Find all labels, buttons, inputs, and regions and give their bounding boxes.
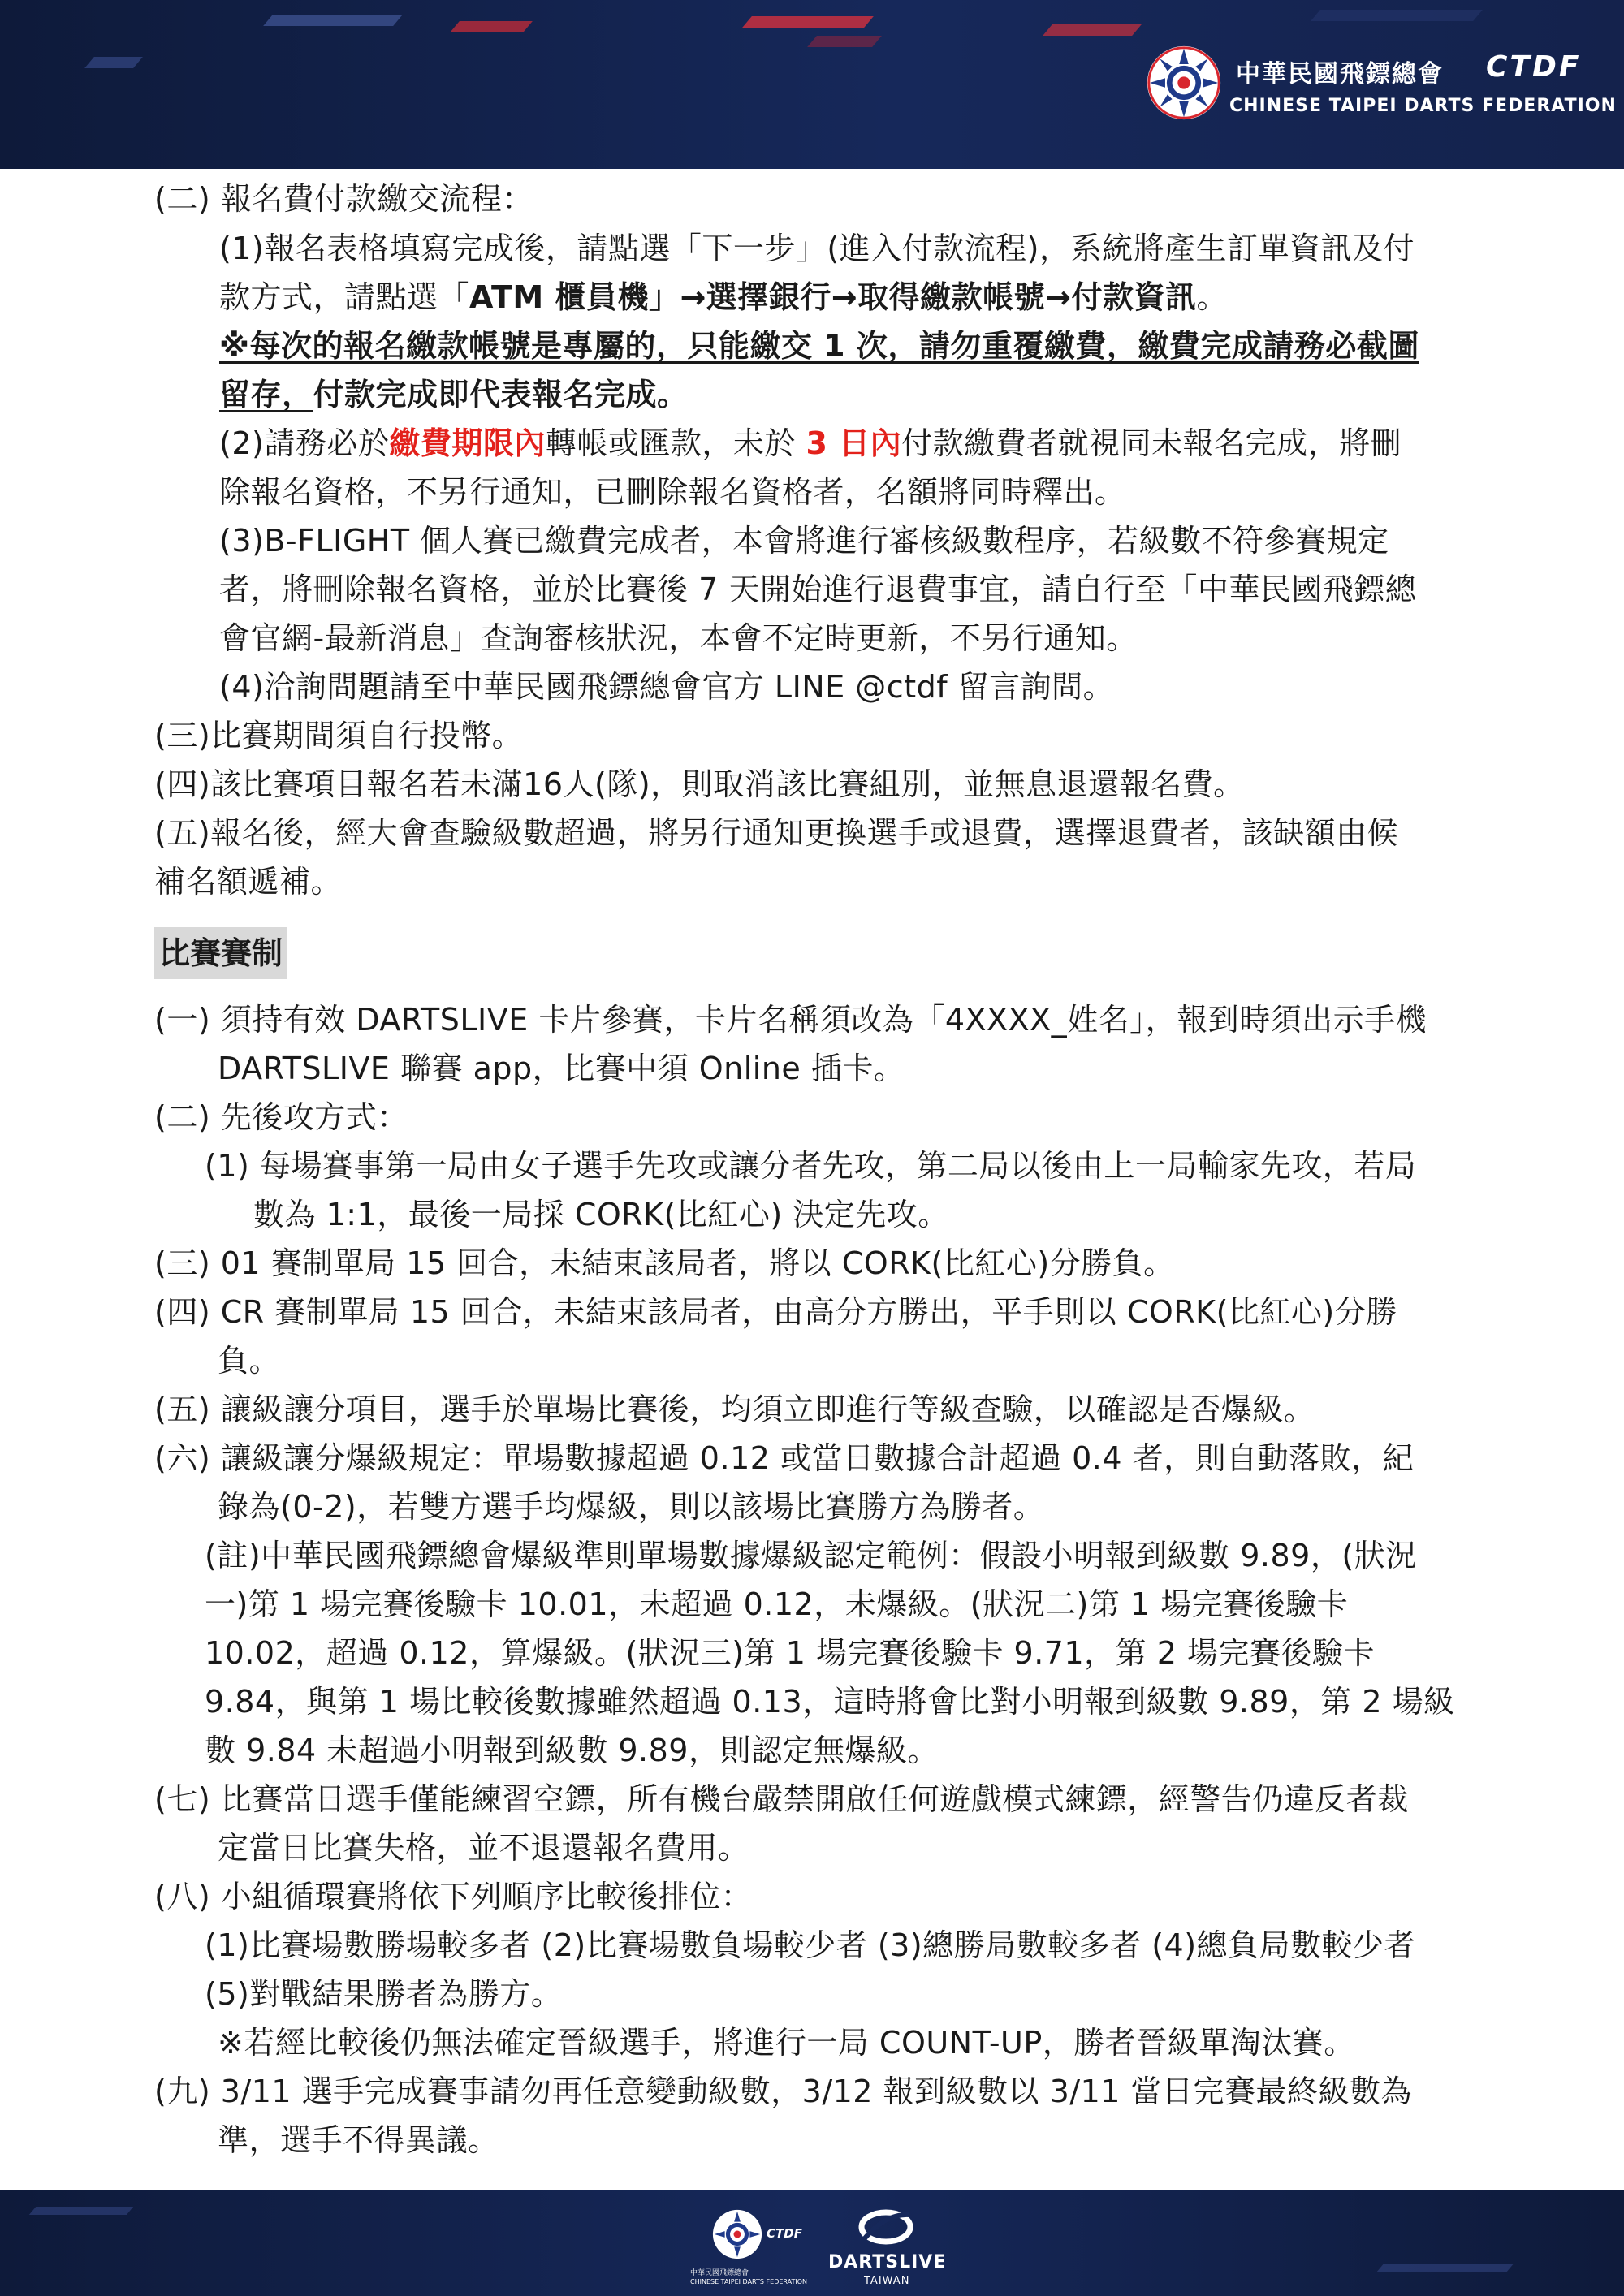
paragraph-line bbox=[219, 277, 1228, 317]
paragraph-line: 會官網-最新消息」查詢審核狀況，本會不定時更新，不另行通知。 bbox=[219, 620, 1138, 656]
atm-steps-text: ATM 櫃員機」→選擇銀行→取得繳款帳號→付款資訊 bbox=[469, 279, 1197, 315]
text-run: (2)請務必於 bbox=[219, 425, 390, 461]
note-item: (四)該比賽項目報名若未滿16人(隊)，則取消該比賽組別，並無息退還報名費。 bbox=[154, 766, 1245, 802]
rule-note: 9.84，與第 1 場比較後數據雖然超過 0.13，這時將會比對小明報到級數 9.89，第 2 場級 bbox=[205, 1684, 1455, 1720]
text-run: 留存， bbox=[219, 377, 313, 412]
dartslive-logo-icon bbox=[857, 2207, 914, 2247]
rule-item: (1) 每場賽事第一局由女子選手先攻或讓分者先攻，第二局以後由上一局輸家先攻，若局 bbox=[205, 1148, 1417, 1184]
org-name-zh: 中華民國飛鏢總會 bbox=[1236, 60, 1444, 88]
decor-stripe bbox=[1043, 24, 1142, 36]
dartslive-wordmark: DARTSLIVE bbox=[828, 2252, 947, 2272]
rule-item: (5)對戰結果勝者為勝方。 bbox=[205, 1976, 563, 2012]
rule-item: (八) 小組循環賽將依下列順序比較後排位： bbox=[154, 1879, 753, 1914]
rule-item: 錄為(0-2)，若雙方選手均爆級，則以該場比賽勝方為勝者。 bbox=[218, 1489, 1045, 1525]
ctdf-logo-icon bbox=[1145, 44, 1223, 122]
footer-org-zh: 中華民國飛鏢總會 bbox=[690, 2269, 749, 2277]
rule-note: 10.02，超過 0.12，算爆級。(狀況三)第 1 場完賽後驗卡 9.71，第 2 場完賽後驗卡 bbox=[205, 1635, 1375, 1671]
note-item: 補名額遞補。 bbox=[154, 864, 343, 900]
rule-item: 定當日比賽失格，並不退還報名費用。 bbox=[218, 1830, 749, 1866]
page-header bbox=[0, 0, 1624, 169]
paragraph-line: (4)洽詢問題請至中華民國飛鏢總會官方 LINE @ctdf 留言詢問。 bbox=[219, 669, 1115, 705]
rule-item: (四) CR 賽制單局 15 回合，未結束該局者，由高分方勝出，平手則以 CORK(比紅心)分勝 bbox=[154, 1294, 1397, 1330]
decor-stripe bbox=[742, 16, 874, 28]
text-run: 。 bbox=[1196, 279, 1228, 315]
decor-stripe bbox=[807, 36, 882, 47]
rule-item: ※若經比較後仍無法確定晉級選手，將進行一局 COUNT-UP，勝者晉級單淘汰賽。 bbox=[218, 2025, 1355, 2061]
paragraph-line bbox=[219, 423, 1402, 464]
note-item: (三)比賽期間須自行投幣。 bbox=[154, 718, 524, 753]
text-run: 付款完成即代表報名完成。 bbox=[313, 377, 689, 412]
section-heading: 比賽賽制 bbox=[154, 927, 287, 979]
rule-item: (二) 先後攻方式： bbox=[154, 1099, 408, 1135]
decor-stripe bbox=[1311, 10, 1483, 21]
rule-item: (五) 讓級讓分項目，選手於單場比賽後，均須立即進行等級查驗，以確認是否爆級。 bbox=[154, 1392, 1315, 1427]
decor-stripe bbox=[263, 15, 403, 26]
text-run: 款方式，請點選「 bbox=[219, 279, 470, 315]
note-item: (五)報名後，經大會查驗級數超過，將另行通知更換選手或退費，選擇退費者，該缺額由候 bbox=[154, 815, 1399, 851]
rule-item: 準，選手不得異議。 bbox=[218, 2122, 499, 2158]
footer-ctdf-abbr: CTDF bbox=[767, 2226, 802, 2241]
rule-item: (九) 3/11 選手完成賽事請勿再任意變動級數，3/12 報到級數以 3/11 當日完賽最終級數為 bbox=[154, 2074, 1413, 2109]
paragraph-line: (3)B-FLIGHT 個人賽已繳費完成者，本會將進行審核級數程序，若級數不符參賽規定 bbox=[219, 523, 1389, 559]
rule-item: (1)比賽場數勝場較多者 (2)比賽場數負場較少者 (3)總勝局數較多者 (4)總負局數較少者 bbox=[205, 1927, 1416, 1963]
org-name-en: CHINESE TAIPEI DARTS FEDERATION bbox=[1229, 96, 1617, 116]
decor-stripe bbox=[29, 2207, 133, 2215]
payment-title: (二) 報名費付款繳交流程： bbox=[154, 181, 533, 217]
paragraph-line: (1)報名表格填寫完成後，請點選「下一步」(進入付款流程)，系統將產生訂單資訊及付 bbox=[219, 231, 1415, 266]
dartslive-sub: TAIWAN bbox=[864, 2275, 910, 2287]
warning-line: ※每次的報名繳款帳號是專屬的，只能繳交 1 次，請勿重覆繳費，繳費完成請務必截圖 bbox=[219, 328, 1419, 364]
deadline-highlight: 繳費期限內 bbox=[389, 425, 546, 461]
decor-stripe bbox=[84, 57, 143, 68]
days-highlight: 3 日內 bbox=[806, 425, 902, 461]
rule-note: 一)第 1 場完賽後驗卡 10.01，未超過 0.12，未爆級。(狀況二)第 1 場完賽後驗卡 bbox=[205, 1586, 1349, 1622]
rule-item: (三) 01 賽制單局 15 回合，未結束該局者，將以 CORK(比紅心)分勝負。 bbox=[154, 1245, 1175, 1281]
page-footer bbox=[0, 2190, 1624, 2296]
rule-item: 數為 1:1，最後一局採 CORK(比紅心) 決定先攻。 bbox=[253, 1197, 949, 1232]
decor-stripe bbox=[1377, 2264, 1514, 2272]
paragraph-line: 除報名資格，不另行通知，已刪除報名資格者，名額將同時釋出。 bbox=[219, 474, 1126, 510]
rule-item: (一) 須持有效 DARTSLIVE 卡片參賽，卡片名稱須改為「4XXXX_姓名」，報到時須出示手機 bbox=[154, 1002, 1427, 1038]
rule-item: (七) 比賽當日選手僅能練習空鏢，所有機台嚴禁開啟任何遊戲模式練鏢，經警告仍違反者裁 bbox=[154, 1781, 1409, 1817]
warning-line bbox=[219, 374, 689, 415]
document-body bbox=[0, 169, 1624, 2190]
paragraph-line: 者，將刪除報名資格，並於比賽後 7 天開始進行退費事宜，請自行至「中華民國飛鏢總 bbox=[219, 572, 1417, 607]
org-abbr: CTDF bbox=[1486, 50, 1582, 84]
footer-org-en: CHINESE TAIPEI DARTS FEDERATION bbox=[690, 2278, 808, 2285]
rule-note: 數 9.84 未超過小明報到級數 9.89，則認定無爆級。 bbox=[205, 1733, 939, 1768]
rule-note: (註)中華民國飛鏢總會爆級準則單場數據爆級認定範例：假設小明報到級數 9.89，(狀況 bbox=[205, 1538, 1417, 1573]
text-run: 轉帳或匯款，未於 bbox=[545, 425, 806, 461]
decor-stripe bbox=[450, 21, 533, 32]
ctdf-logo-icon bbox=[711, 2208, 763, 2260]
rule-item: (六) 讓級讓分爆級規定：單場數據超過 0.12 或當日數據合計超過 0.4 者，則自動落敗，紀 bbox=[154, 1440, 1415, 1476]
rule-item: DARTSLIVE 聯賽 app，比賽中須 Online 插卡。 bbox=[218, 1051, 905, 1086]
text-run: 付款繳費者就視同未報名完成，將刪 bbox=[901, 425, 1402, 461]
rule-item: 負。 bbox=[218, 1343, 281, 1379]
